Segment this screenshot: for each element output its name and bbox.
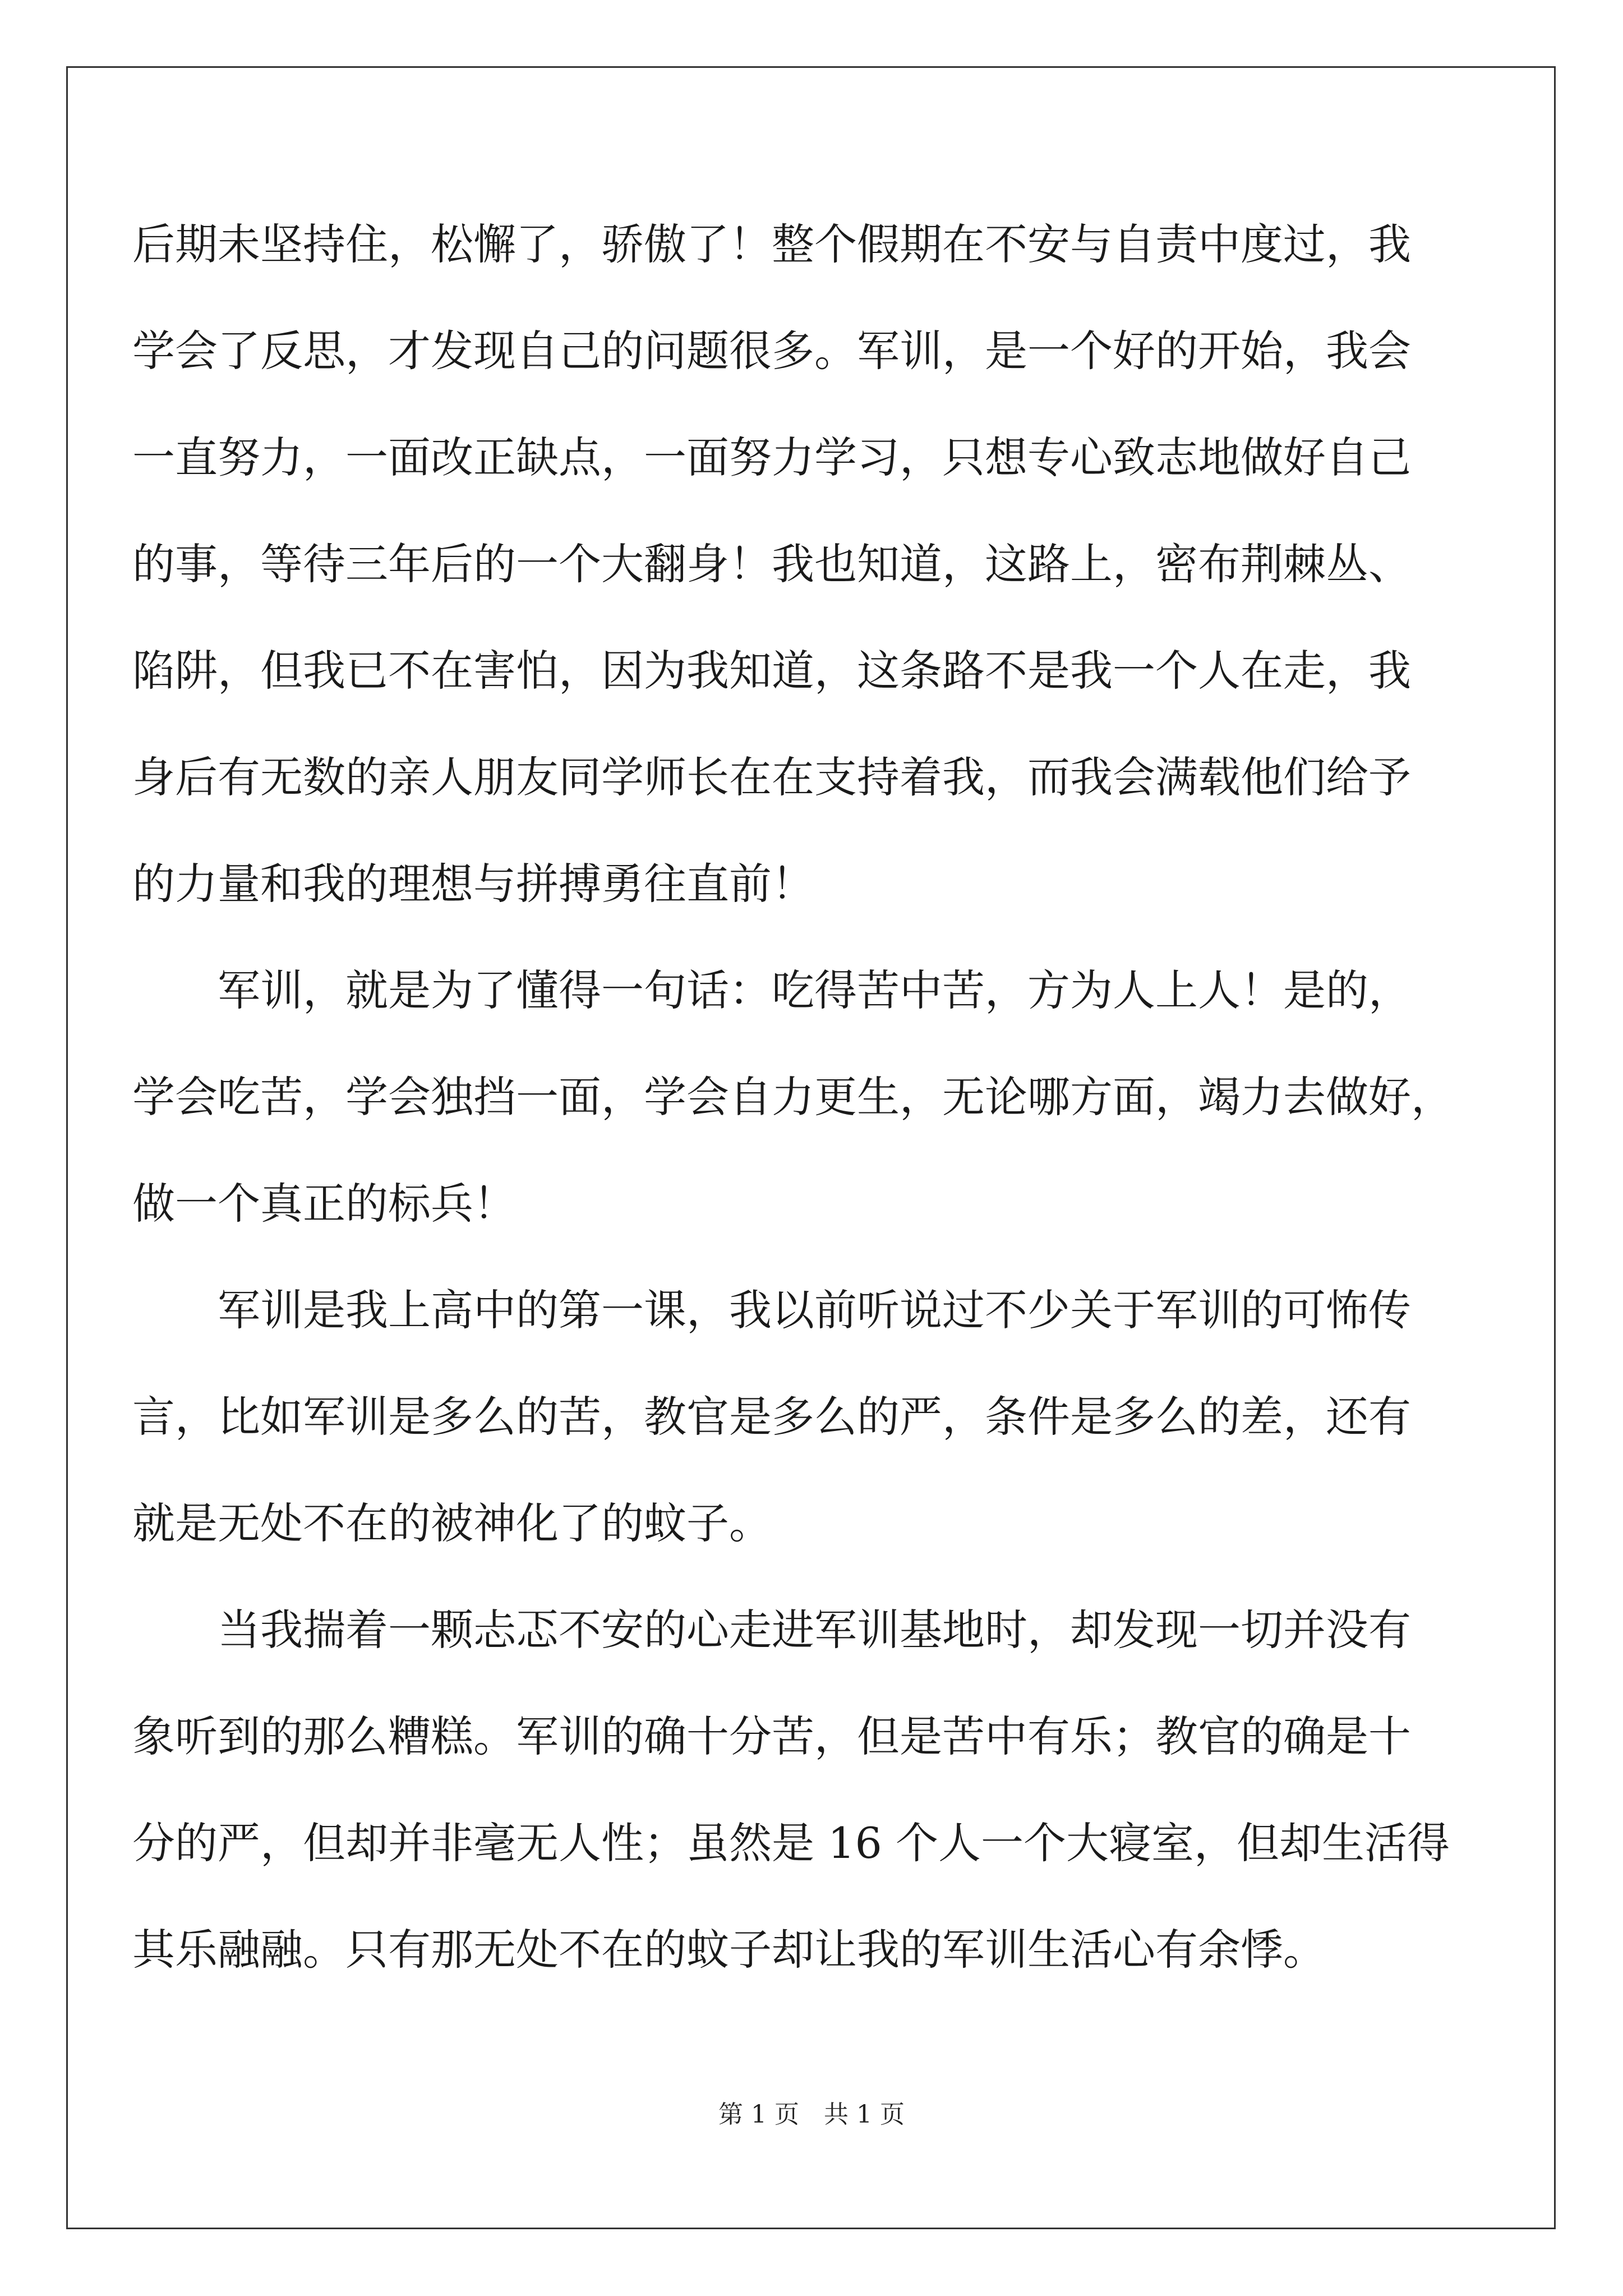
text-line: 言，比如军训是多么的苦，教官是多么的严，条件是多么的差，还有	[132, 1392, 1411, 1442]
text-line: 学会了反思，才发现自己的问题很多。军训，是一个好的开始，我会	[132, 326, 1411, 376]
paragraph-2	[132, 937, 1467, 1257]
text-line: 陷阱，但我已不在害怕，因为我知道，这条路不是我一个人在走，我	[132, 646, 1411, 696]
page-total: 共 1 页	[824, 2100, 905, 2129]
text-line: 学会吃苦，学会独挡一面，学会自力更生，无论哪方面，竭力去做好，	[132, 1072, 1454, 1122]
text-line: 的力量和我的理想与拼搏勇往直前！	[132, 859, 814, 909]
page-number: 第 1 页	[718, 2100, 799, 2129]
paragraph-1	[132, 191, 1467, 937]
text-line: 身后有无数的亲人朋友同学师长在在支持着我，而我会满载他们给予	[132, 752, 1411, 802]
text-line: 其乐融融。只有那无处不在的蚊子却让我的军训生活心有余悸。	[132, 1925, 1326, 1975]
text-line: 军训是我上高中的第一课，我以前听说过不少关于军训的可怖传	[218, 1285, 1411, 1335]
text-line: 军训，就是为了懂得一句话：吃得苦中苦，方为人上人！是的，	[218, 965, 1411, 1015]
text-line: 当我揣着一颗忐忑不安的心走进军训基地时，却发现一切并没有	[218, 1605, 1411, 1655]
text-line: 的事，等待三年后的一个大翻身！我也知道，这路上，密布荆棘丛、	[132, 539, 1411, 589]
text-line: 做一个真正的标兵！	[132, 1179, 516, 1228]
text-line: 象听到的那么糟糕。军训的确十分苦，但是苦中有乐；教官的确是十	[132, 1711, 1411, 1761]
text-line: 分的严，但却并非毫无人性；虽然是 16 个人一个大寝室，但却生活得	[132, 1818, 1450, 1868]
text-line: 后期未坚持住，松懈了，骄傲了！整个假期在不安与自责中度过，我	[132, 219, 1411, 269]
page-footer	[0, 2098, 1623, 2132]
paragraph-4	[132, 1577, 1467, 2003]
text-line: 就是无处不在的被神化了的蚊子。	[132, 1498, 772, 1548]
paragraph-3	[132, 1257, 1467, 1577]
text-line: 一直努力，一面改正缺点，一面努力学习，只想专心致志地做好自己	[132, 432, 1411, 482]
document-body	[132, 191, 1467, 2003]
